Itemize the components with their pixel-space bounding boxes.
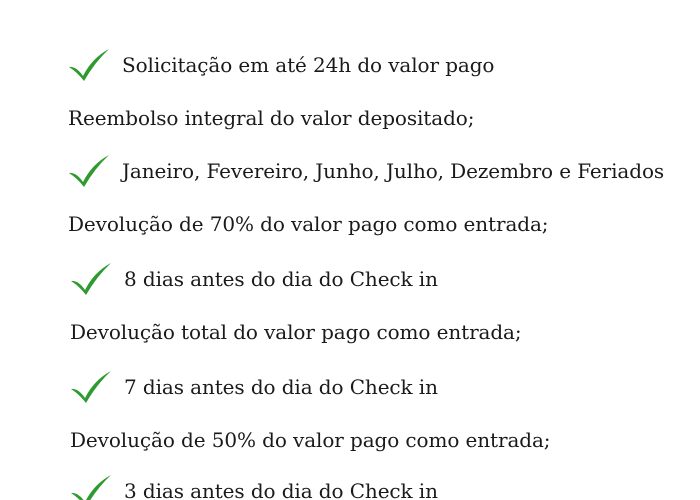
policy-item-description-3: Devolução total do valor pago como entrada; [70, 320, 522, 344]
check-icon [70, 262, 112, 296]
check-icon [68, 154, 110, 188]
policy-item-heading-5 [70, 474, 438, 500]
check-icon [68, 48, 110, 82]
policy-item-heading-text: 3 dias antes do dia do Check in [124, 479, 438, 500]
policy-item-description-1: Reembolso integral do valor depositado; [68, 106, 475, 130]
policy-item-heading-1 [68, 48, 494, 82]
policy-item-heading-2 [68, 154, 664, 188]
policy-item-heading-text: Solicitação em até 24h do valor pago [122, 53, 495, 77]
check-icon [70, 370, 112, 404]
policy-item-heading-4 [70, 370, 438, 404]
policy-item-heading-3 [70, 262, 438, 296]
policy-item-heading-text: 8 dias antes do dia do Check in [124, 267, 438, 291]
policy-item-description-2: Devolução de 70% do valor pago como entrada; [68, 212, 549, 236]
check-icon [70, 474, 112, 500]
policy-item-description-4: Devolução de 50% do valor pago como entrada; [70, 428, 551, 452]
policy-item-heading-text: Janeiro, Fevereiro, Junho, Julho, Dezembro e Feriados [122, 159, 665, 183]
policy-item-heading-text: 7 dias antes do dia do Check in [124, 375, 438, 399]
